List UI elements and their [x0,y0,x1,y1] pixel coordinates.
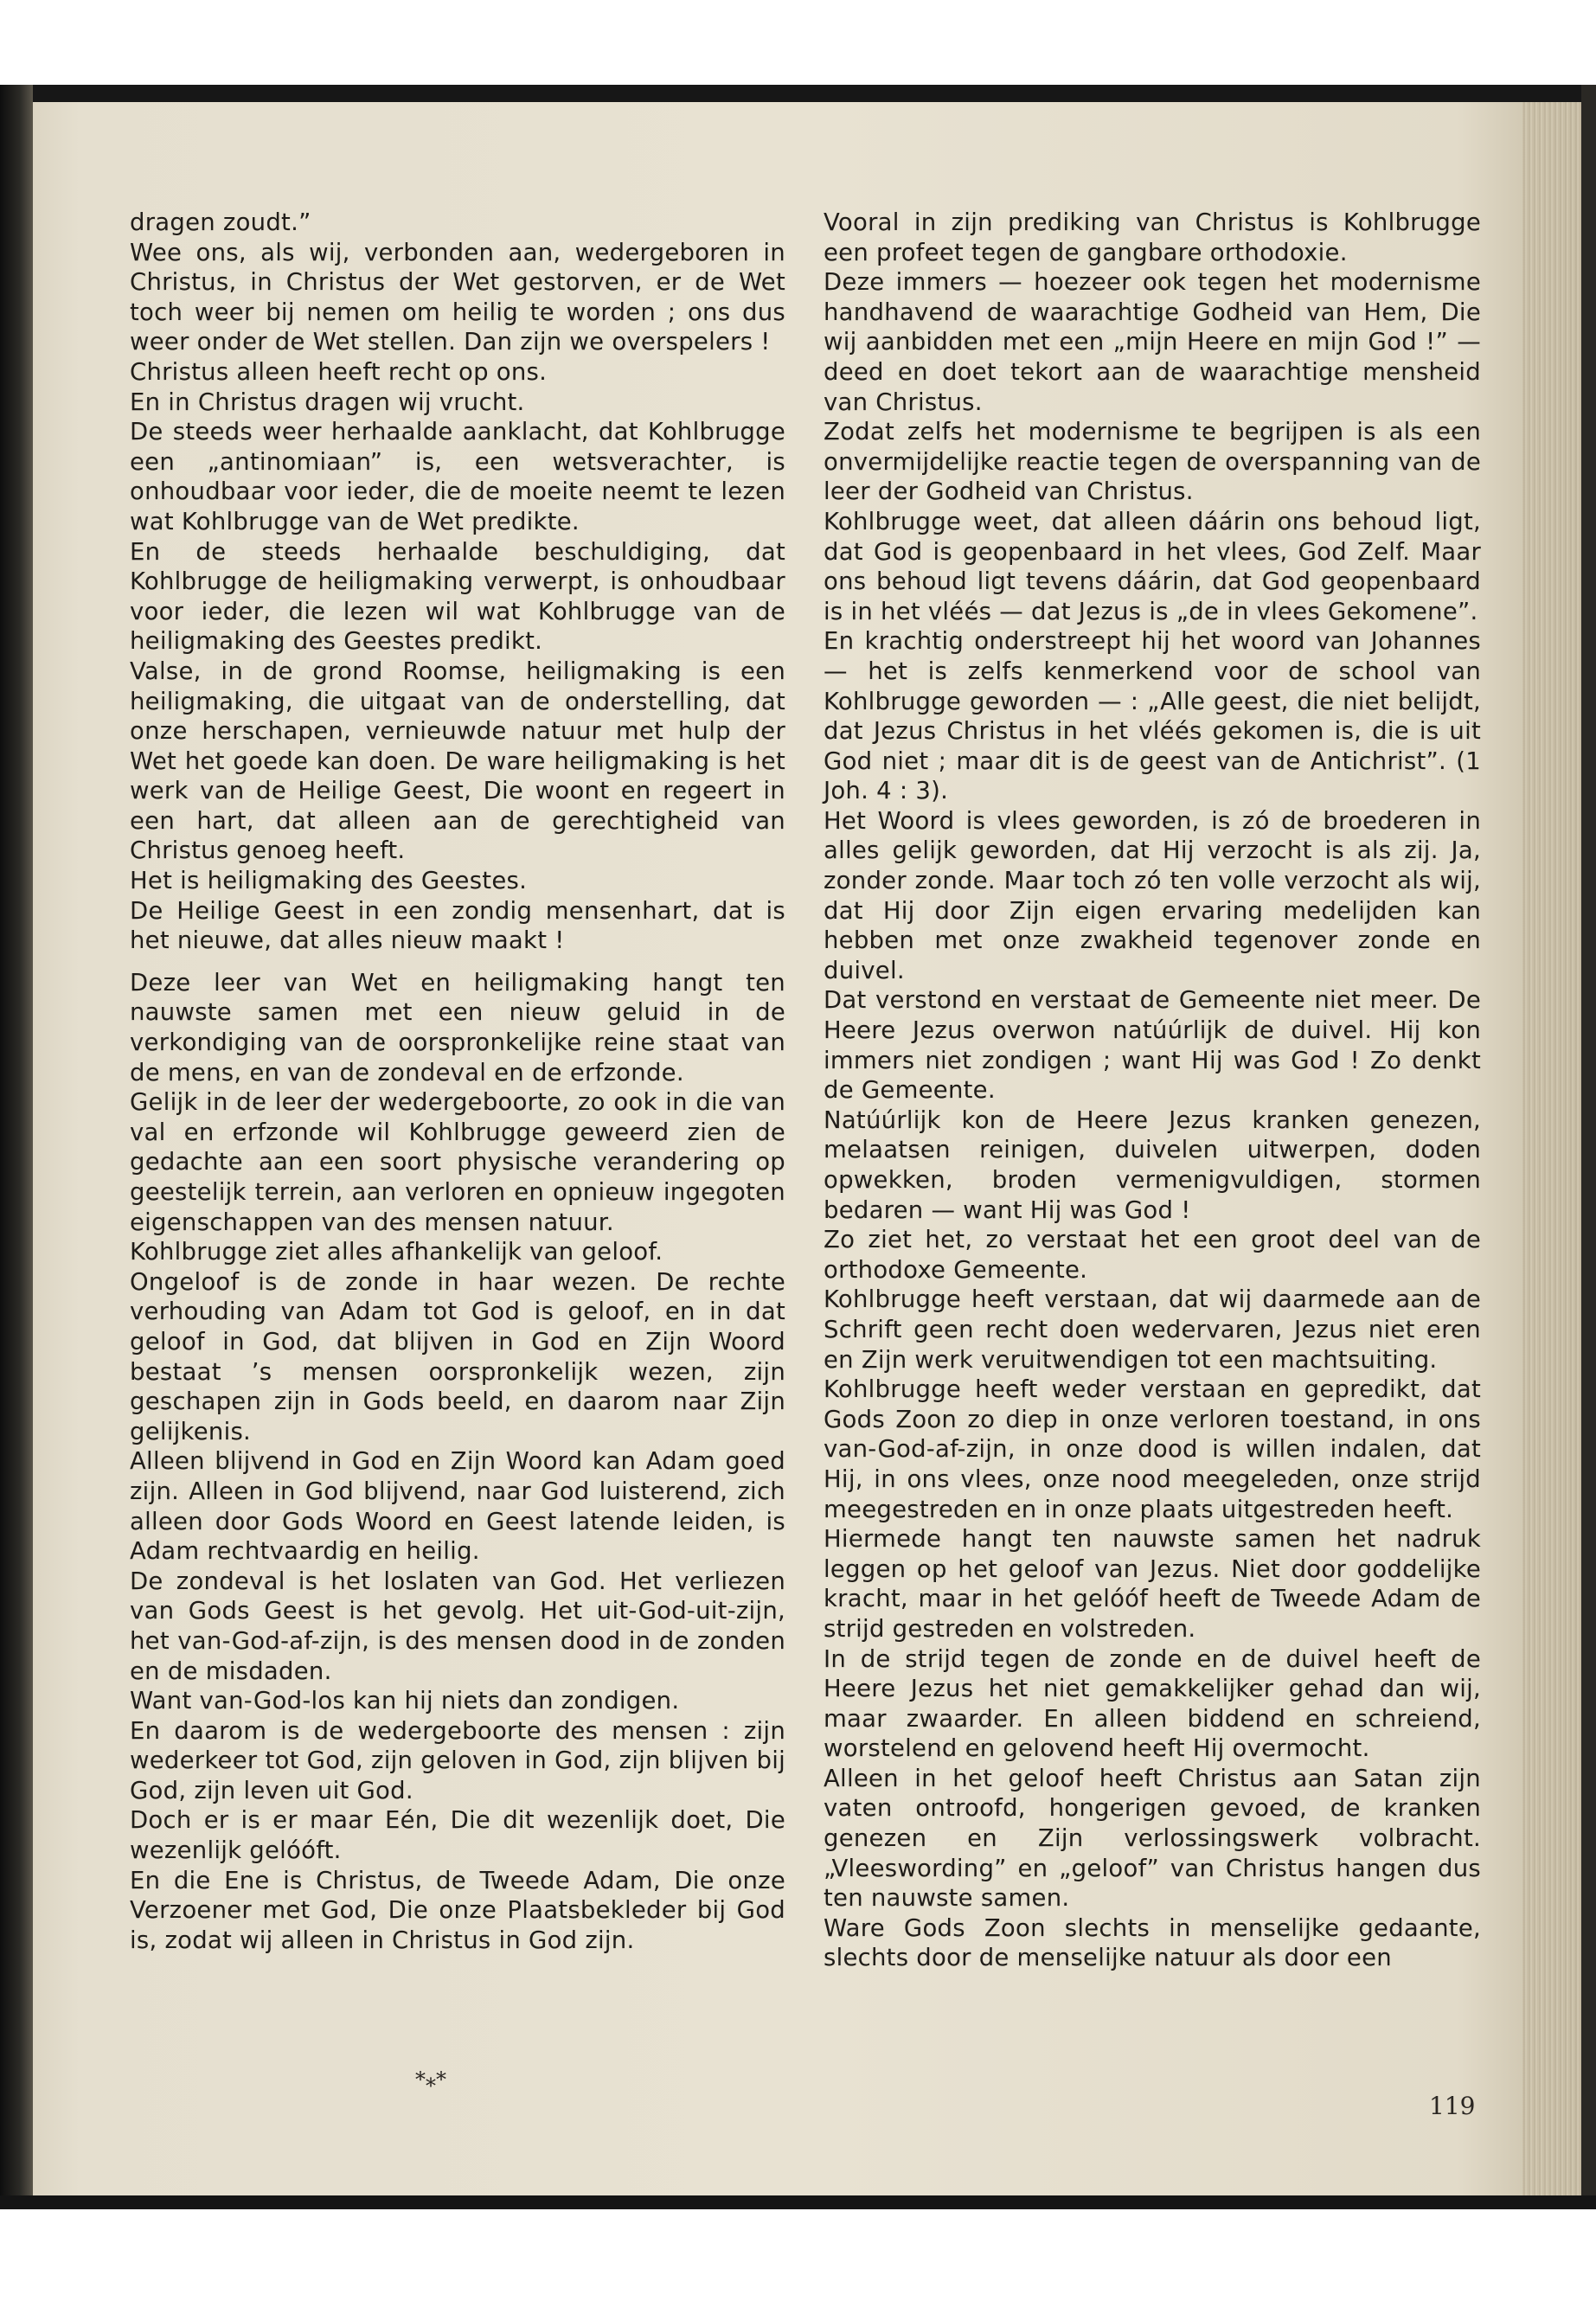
paragraph: De steeds weer herhaalde aanklacht, dat Kohlbrugge een „antinomiaan” is, een wetsverachter, is onhoudbaar voor ieder, die de moeite neemt te lezen wat Kohlbrugge van de Wet predikte. [130,418,785,535]
page-number: 119 [1429,2092,1476,2120]
paragraph: Alleen blijvend in God en Zijn Woord kan Adam goed zijn. Alleen in God blijvend, naar God luisterend, zich alleen door Gods Woord en Geest latende leiden, is Adam rechtvaardig en heilig. [130,1447,785,1566]
paragraph: Dat verstond en verstaat de Gemeente niet meer. De Heere Jezus overwon natúúrlijk de duivel. Hij kon immers niet zondigen ; want Hij was God ! Zo denkt de Gemeente. [824,986,1481,1105]
paragraph: Zodat zelfs het modernisme te begrijpen is als een onvermijdelijke reactie tegen de overspanning van de leer der Godheid van Christus. [824,418,1481,506]
paragraph: Kohlbrugge ziet alles afhankelijk van geloof. [130,1238,663,1266]
right-text-column [824,208,1481,1973]
scan-border-bottom [0,2195,1596,2209]
paragraph: Ongeloof is de zonde in haar wezen. De rechte verhouding van Adam tot God is geloof, en in dat geloof in God, dat blijven in God en Zijn Woord bestaat ’s mensen oorspronkelijk wezen, zijn geschapen zijn in Gods beeld, en daarom naar Zijn gelijkenis. [130,1267,785,1445]
paragraph: In de strijd tegen de zonde en de duivel heeft de Heere Jezus het niet gemakkelijker gehad dan wij, maar zwaarder. En alleen biddend en schreiend, worstelend en gelovend heeft Hij overmocht. [824,1644,1481,1763]
paragraph: Christus alleen heeft recht op ons. [130,357,548,386]
scan-border-left [0,85,33,2209]
paragraph: En in Christus dragen wij vrucht. [130,388,525,416]
paragraph: Kohlbrugge heeft verstaan, dat wij daarmede aan de Schrift geen recht doen wedervaren, Jezus niet eren en Zijn werk veruitwendigen tot een machtsuiting. [824,1285,1481,1374]
paragraph: En de steeds herhaalde beschuldiging, dat Kohlbrugge de heiligmaking verwerpt, is onhoudbaar voor ieder, die lezen wil wat Kohlbrugge van de heiligmaking des Geestes predikt. [130,537,785,656]
paragraph: Wee ons, als wij, verbonden aan, wedergeboren in Christus, in Christus der Wet gestorven, er de Wet toch weer bij nemen om heilig te worden ; ons dus weer onder de Wet stellen. Dan zijn we overspelers ! [130,238,785,356]
paragraph: Vooral in zijn prediking van Christus is Kohlbrugge een profeet tegen de gangbare orthodoxie. [824,208,1481,266]
paragraph: En krachtig onderstreept hij het woord van Johannes — het is zelfs kenmerkend voor de school van Kohlbrugge geworden — : „Alle geest, die niet belijdt, dat Jezus Christus in het vléés gekomen is, die is uit God niet ; maar dit is de geest van de Antichrist”. (1 Joh. 4 : 3). [824,627,1481,805]
paragraph: Want van-God-los kan hij niets dan zondigen. [130,1687,680,1715]
paragraph: Kohlbrugge heeft weder verstaan en gepredikt, dat Gods Zoon zo diep in onze verloren toestand, in ons van-God-af-zijn, in onze dood is willen indalen, dat Hij, in ons vlees, onze nood meegeleden, onze strijd meegestreden en in onze plaats uitgestreden heeft. [824,1375,1481,1523]
scan-border-right [1581,85,1596,2209]
paragraph: Ware Gods Zoon slechts in menselijke gedaante, slechts door de menselijke natuur als door een [824,1913,1481,1972]
paragraph: Valse, in de grond Roomse, heiligmaking is een heiligmaking, die uitgaat van de onderstelling, dat onze herschapen, vernieuwde natuur met hulp der Wet het goede kan doen. De ware heiligmaking is het werk van de Heilige Geest, Die woont en regeert in een hart, dat alleen aan de gerechtigheid van Christus genoeg heeft. [130,657,785,865]
section-ornament: *⁎* [415,2067,446,2092]
paragraph: dragen zoudt.” [130,208,311,236]
paragraph: En die Ene is Christus, de Tweede Adam, Die onze Verzoener met God, Die onze Plaatsbekleder bij God is, zodat wij alleen in Christus in God zijn. [130,1866,785,1954]
paragraph: Deze leer van Wet en heiligmaking hangt ten nauwste samen met een nieuw geluid in de verkondiging van de oorspronkelijke reine staat van de mens, en van de zondeval en de erfzonde. [130,968,785,1086]
scan-border-top [0,85,1596,102]
paragraph: Zo ziet het, zo verstaat het een groot deel van de orthodoxe Gemeente. [824,1226,1481,1284]
page-stack-edge [1522,102,1583,2195]
paragraph: En daarom is de wedergeboorte des mensen : zijn wederkeer tot God, zijn geloven in God, zijn blijven bij God, zijn leven uit God. [130,1716,785,1804]
left-text-column [130,208,785,1955]
paragraph: Natúúrlijk kon de Heere Jezus kranken genezen, melaatsen reinigen, duivelen uitwerpen, doden opwekken, broden vermenigvuldigen, stormen bedaren — want Hij was God ! [824,1106,1481,1224]
paragraph: Doch er is er maar Eén, Die dit wezenlijk doet, Die wezenlijk gelóóft. [130,1806,785,1865]
paragraph: De zondeval is het loslaten van God. Het verliezen van Gods Geest is het gevolg. Het uit-God-uit-zijn, het van-God-af-zijn, is des mensen dood in de zonden en de misdaden. [130,1567,785,1685]
paragraph: Het is heiligmaking des Geestes. [130,867,528,895]
paragraph: Het Woord is vlees geworden, is zó de broederen in alles gelijk geworden, dat Hij verzocht is als zij. Ja, zonder zonde. Maar toch zó ten volle verzocht als wij, dat Hij door Zijn eigen ervaring medelijden kan hebben met onze zwakheid tegenover zonde en duivel. [824,806,1481,984]
paragraph: De Heilige Geest in een zondig mensenhart, dat is het nieuwe, dat alles nieuw maakt ! [130,896,785,955]
paragraph: Kohlbrugge weet, dat alleen dáárin ons behoud ligt, dat God is geopenbaard in het vlees, God Zelf. Maar ons behoud ligt tevens dáárin, dat God geopenbaard is in het vléés — dat Jezus is „de in vlees Gekomene”. [824,507,1481,625]
paragraph: Hiermede hangt ten nauwste samen het nadruk leggen op het geloof van Jezus. Niet door goddelijke kracht, maar in het gelóóf heeft de Tweede Adam de strijd gestreden en volstreden. [824,1525,1481,1643]
paragraph: Gelijk in de leer der wedergeboorte, zo ook in die van val en erfzonde wil Kohlbrugge geweerd zien de gedachte aan een soort physische verandering op geestelijk terrein, aan verloren en opnieuw ingegoten eigenschappen van des mensen natuur. [130,1088,785,1236]
paragraph: Deze immers — hoezeer ook tegen het modernisme handhavend de waarachtige Godheid van Hem, Die wij aanbidden met een „mijn Heere en mijn God !” — deed en doet tekort aan de waarachtige mensheid van Christus. [824,268,1481,416]
paragraph: Alleen in het geloof heeft Christus aan Satan zijn vaten ontroofd, hongerigen gevoed, de kranken genezen en Zijn verlossingswerk volbracht. „Vleeswording” en „geloof” van Christus hangen dus ten nauwste samen. [824,1764,1481,1913]
